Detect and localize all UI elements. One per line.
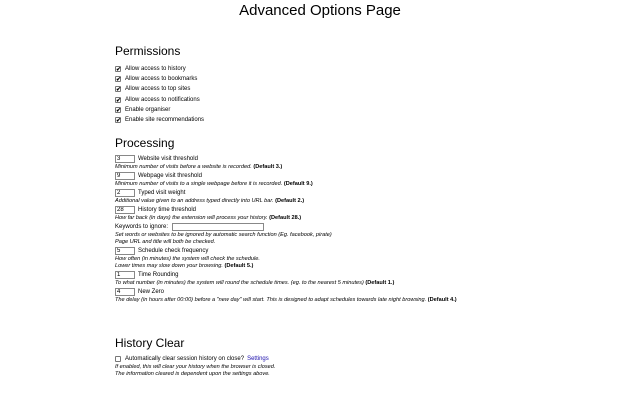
- permission-bookmarks[interactable]: [115, 74, 625, 84]
- checkbox-history[interactable]: ✔: [116, 67, 122, 74]
- auto-clear-checkbox[interactable]: [115, 356, 121, 362]
- history-clear-heading: History Clear: [115, 336, 185, 350]
- schedule-row: [115, 246, 625, 256]
- keywords-input[interactable]: [172, 223, 264, 231]
- new-zero-help: The delay (in hours after 00:00) before a "new day" will start. This is designed to adapt schedules towards late night browsing. (Default 4.): [115, 297, 457, 303]
- history-clear-help-2: The information cleared is dependent upon the settings above.: [115, 371, 270, 378]
- history-threshold-label: History time threshold: [138, 207, 197, 213]
- history-threshold-help: How far back (in days) the extension will process your history. (Default 28.): [115, 215, 302, 221]
- new-zero-row: [115, 287, 625, 297]
- permission-organiser[interactable]: [115, 105, 625, 115]
- settings-link[interactable]: Settings: [247, 356, 269, 363]
- typed-weight-input[interactable]: [115, 189, 135, 197]
- default-value: (Default 1.): [365, 280, 395, 286]
- default-value: (Default 9.): [283, 181, 313, 187]
- permission-history[interactable]: [115, 64, 625, 74]
- checkbox-notifications[interactable]: ✔: [116, 97, 122, 104]
- page-title: Advanced Options Page: [239, 2, 401, 19]
- website-threshold-label: Website visit threshold: [138, 156, 198, 162]
- typed-weight-label: Typed visit weight: [138, 190, 186, 196]
- history-threshold-row: [115, 205, 625, 215]
- permission-label: Enable organiser: [125, 106, 171, 113]
- auto-clear-label: Automatically clear session history on close?: [125, 356, 245, 363]
- permission-notifications[interactable]: [115, 95, 625, 105]
- permission-recommendations[interactable]: [115, 115, 625, 125]
- schedule-help: How often (in minutes) the system will check the schedule.: [115, 256, 260, 262]
- checkbox-organiser[interactable]: ✔: [116, 107, 122, 114]
- default-value: (Default 2.): [275, 198, 305, 204]
- history-threshold-input[interactable]: [115, 206, 135, 214]
- webpage-threshold-row: [115, 171, 625, 181]
- permission-label: Allow access to bookmarks: [125, 76, 198, 83]
- keywords-help-2: Page URL and title will both be checked.: [115, 239, 216, 245]
- processing-heading: Processing: [115, 136, 175, 150]
- rounding-help: To what number (in minutes) the system will round the schedule times. (eg. to the nearest 5 minutes) (Default 1.): [115, 280, 395, 286]
- webpage-threshold-label: Webpage visit threshold: [138, 173, 202, 179]
- default-value: (Default 4.): [427, 297, 457, 303]
- history-clear-help: If enabled, this will clear your history when the browser is closed.: [115, 364, 276, 371]
- default-value: (Default 3.): [253, 164, 283, 170]
- permissions-list: [115, 64, 625, 125]
- permissions-heading: Permissions: [115, 44, 181, 58]
- history-clear-section: [115, 336, 625, 378]
- website-threshold-input[interactable]: [115, 155, 135, 163]
- auto-clear-row[interactable]: [115, 354, 625, 364]
- permission-label: Allow access to top sites: [125, 86, 191, 93]
- permissions-section: [115, 44, 625, 125]
- processing-section: [115, 136, 625, 304]
- checkbox-bookmarks[interactable]: ✔: [116, 77, 122, 84]
- rounding-row: [115, 270, 625, 280]
- schedule-label: Schedule check frequency: [138, 248, 209, 254]
- schedule-input[interactable]: [115, 247, 135, 255]
- permission-top-sites[interactable]: [115, 84, 625, 94]
- typed-weight-help: Additional value given to an address typed directly into URL bar. (Default 2.): [115, 198, 305, 204]
- rounding-input[interactable]: [115, 271, 135, 279]
- permission-label: Allow access to notifications: [125, 96, 200, 103]
- keywords-help: Set words or websites to be ignored by automatic search function (Eg. facebook, pirate): [115, 232, 332, 238]
- website-threshold-help: Minimum number of visits before a website is recorded. (Default 3.): [115, 164, 283, 170]
- webpage-threshold-help: Minimum number of visits to a single webpage before it is recorded. (Default 9.): [115, 181, 313, 187]
- permission-label: Enable site recommendations: [125, 117, 205, 124]
- schedule-help-2: Lower times may slow down your browsing. (Default 5.): [115, 263, 254, 269]
- new-zero-label: New Zero: [138, 289, 165, 295]
- keywords-row: [115, 222, 625, 232]
- keywords-label: Keywords to ignore:: [115, 224, 169, 230]
- checkbox-top-sites[interactable]: ✔: [116, 87, 122, 94]
- typed-weight-row: [115, 188, 625, 198]
- permission-label: Allow access to history: [125, 66, 186, 73]
- checkbox-recommendations[interactable]: ✔: [116, 118, 122, 125]
- new-zero-input[interactable]: [115, 288, 135, 296]
- webpage-threshold-input[interactable]: [115, 172, 135, 180]
- default-value: (Default 5.): [224, 263, 254, 269]
- website-threshold-row: [115, 154, 625, 164]
- default-value: (Default 28.): [269, 215, 302, 221]
- rounding-label: Time Rounding: [138, 272, 179, 278]
